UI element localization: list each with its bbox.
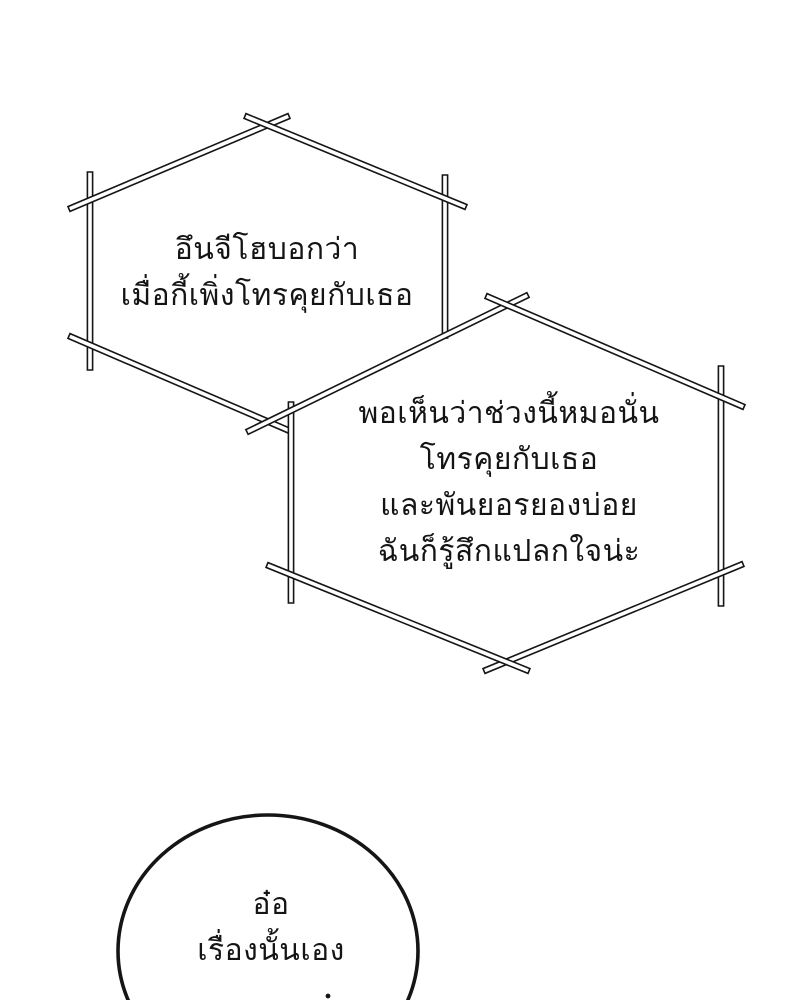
hexagon-edge-line	[244, 114, 467, 210]
narration-bubble-2-text	[359, 391, 660, 575]
hexagon-edge-line	[68, 334, 291, 434]
speech-line: เรื่องนั้นเอง	[197, 933, 345, 968]
speech-bubble-text	[197, 882, 344, 974]
narration-bubble-1-text	[121, 227, 414, 319]
hexagon-edge-line	[266, 563, 530, 674]
hexagon-edge-line	[483, 562, 744, 674]
narration-line: และพันยอรยองบ่อย	[380, 488, 638, 523]
speech-line: อ๋อ	[252, 887, 290, 922]
narration-line: โทรคุยกับเธอ	[419, 442, 599, 477]
narration-line: พอเห็นว่าช่วงนี้หมอนั่น	[358, 396, 660, 431]
bubble-tail-mark	[326, 994, 331, 999]
narration-line: ฉันก็รู้สึกแปลกใจน่ะ	[377, 534, 641, 569]
narration-line: อึนจีโฮบอกว่า	[174, 232, 360, 267]
narration-line: เมื่อกี้เพิ่งโทรคุยกับเธอ	[120, 278, 414, 313]
hexagon-edge-line	[68, 114, 290, 212]
